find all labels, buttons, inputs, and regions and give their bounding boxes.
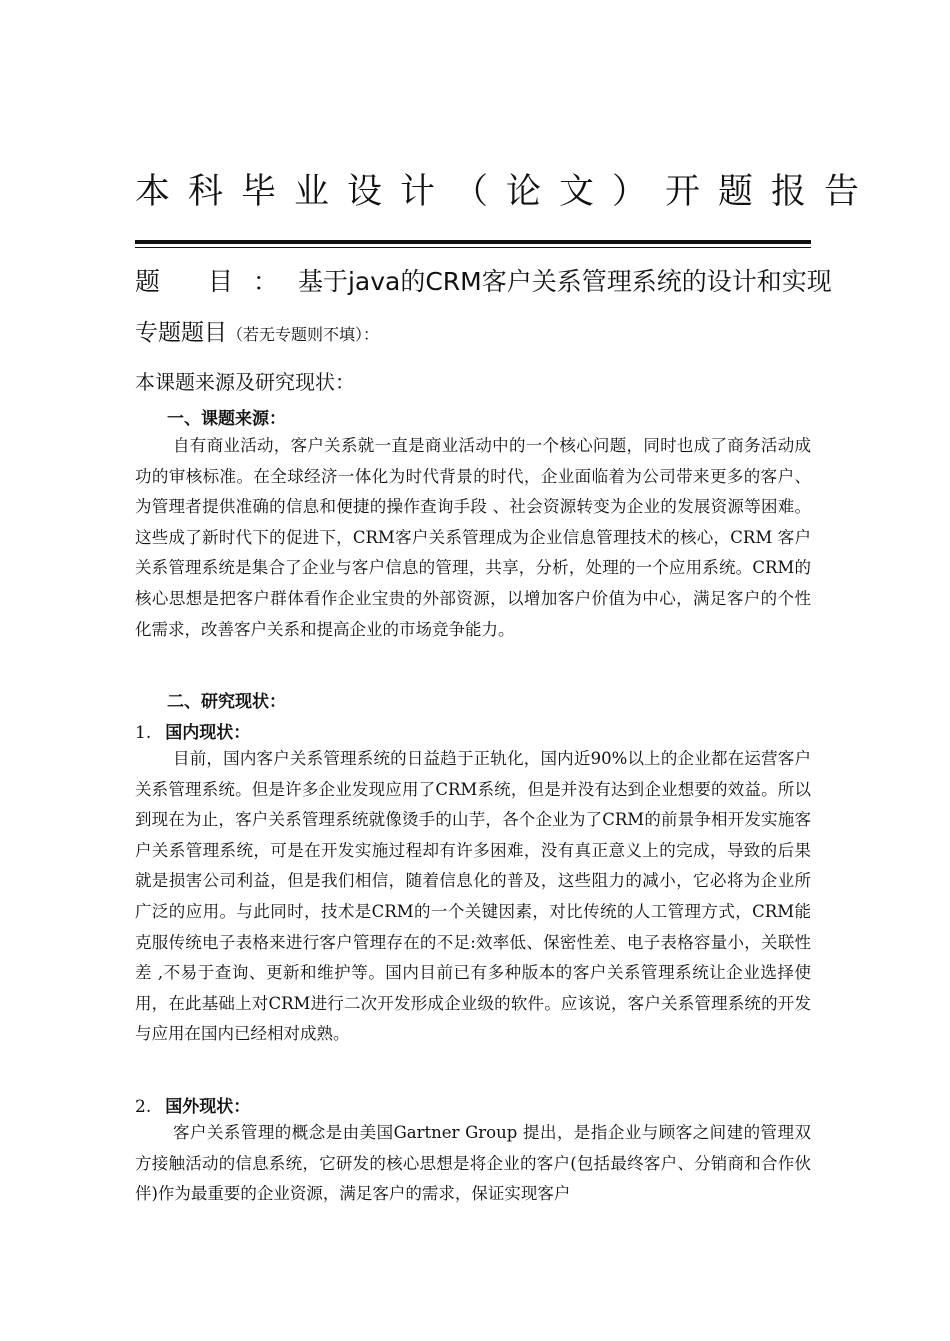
subsection-status-heading: 二、研究现状： [167, 692, 286, 712]
topic-value: 基于java的CRM客户关系管理系统的设计和实现 [297, 267, 832, 296]
domestic-number: 1. [135, 723, 152, 743]
foreign-heading [135, 1092, 250, 1117]
domestic-label: 国内现状： [165, 723, 251, 743]
topic-label: 题 目： [135, 267, 298, 296]
paragraph-source: 自有商业活动，客户关系就一直是商业活动中的一个核心问题，同时也成了商务活动成功的审核标准。在全球经济一体化为时代背景的时代，企业面临着为公司带来更多的客户、为管理者提供准确的信息和便捷的操作查询手段 、社会资源转变为企业的发展资源等困难。这些成了新时代下的促进下，CRM客户关系管理成为企业信息管理技术的核心，CRM 客户关系管理系统是集合了企业与客户信息的管理，共享，分析，处理的一个应用系统。CRM的核心思想是把客户群体看作企业宝贵的外部资源，以增加客户价值为中心，满足客户的个性化需求，改善客户关系和提高企业的市场竞争能力。 [135, 436, 811, 639]
section-heading: 本课题来源及研究现状： [135, 370, 355, 394]
paragraph-domestic: 目前，国内客户关系管理系统的日益趋于正轨化，国内近90%以上的企业都在运营客户关系管理系统。但是许多企业发现应用了CRM系统，但是并没有达到企业想要的效益。所以到现在为止，客户关系管理系统就像烫手的山芋，各个企业为了CRM的前景争相开发实施客户关系管理系统，可是在开发实施过程却有许多困难，没有真正意义上的完成，导致的后果就是损害公司利益，但是我们相信，随着信息化的普及，这些阻力的减小，它必将为企业所广泛的应用。与此同时，技术是CRM的一个关键因素，对比传统的人工管理方式，CRM能克服传统电子表格来进行客户管理存在的不足:效率低、保密性差、电子表格容量小，关联性差 ,不易于查询、更新和维护等。国内目前已有多种版本的客户关系管理系统让企业选择使用，在此基础上对CRM进行二次开发形成企业级的软件。应该说，客户关系管理系统的开发与应用在国内已经相对成熟。 [135, 749, 811, 1044]
special-topic-row [135, 314, 379, 347]
foreign-label: 国外现状： [165, 1097, 251, 1117]
special-topic-note: （若无专题则不填）： [227, 325, 380, 344]
subsection-source-heading: 一、课题来源： [167, 409, 286, 429]
topic-row [135, 262, 832, 298]
title-rule-thin [135, 247, 811, 248]
domestic-heading [135, 718, 250, 743]
paragraph-foreign: 客户关系管理的概念是由美国Gartner Group 提出，是指企业与顾客之间建的管理双方接触活动的信息系统，它研发的核心思想是将企业的客户(包括最终客户、分销商和合作伙伴)作为最重要的企业资源，满足客户的需求，保证实现客户 [135, 1123, 811, 1204]
report-title: 本科毕业设计（论文）开题报告 [135, 172, 878, 212]
special-topic-label: 专题题目 [135, 320, 227, 346]
title-rule-thick [135, 240, 811, 244]
foreign-number: 2. [135, 1097, 152, 1117]
